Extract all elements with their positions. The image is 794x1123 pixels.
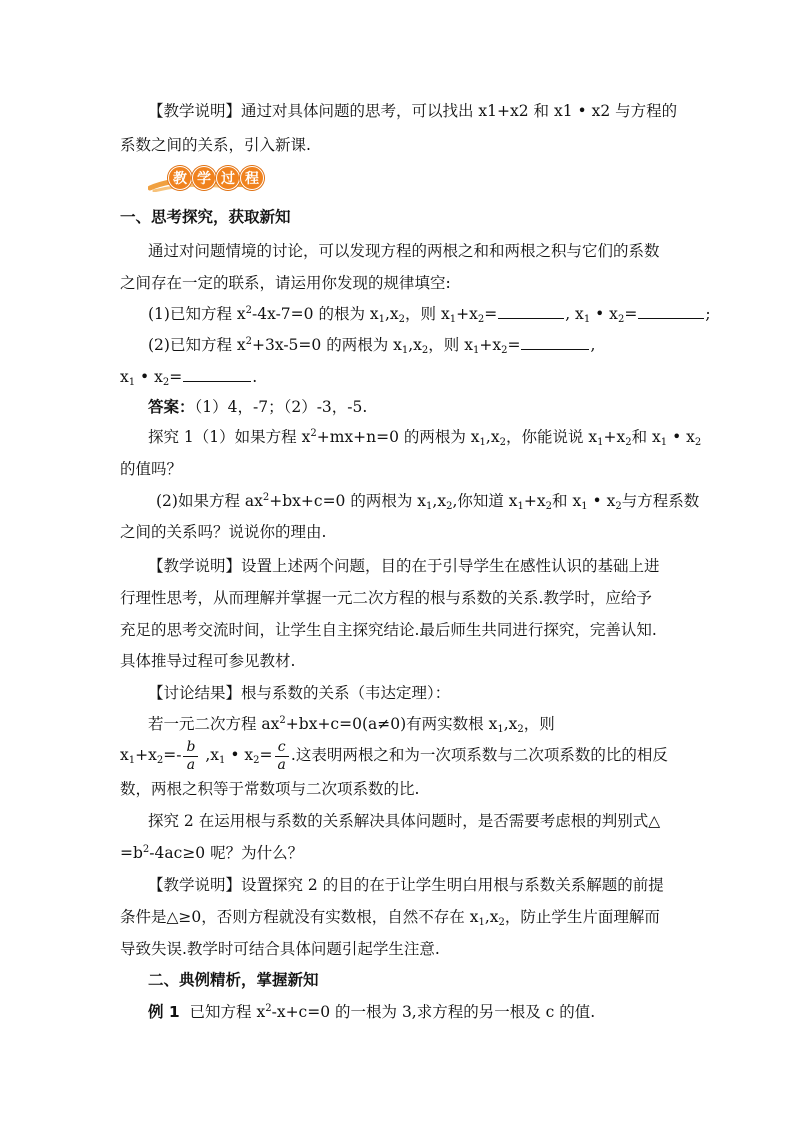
- explore-1b-line-1: (2)如果方程 $ax^2+bx+c=0$ 的两根为 $x_1,x_2$,你知道 $x_1+x_2$和 $x_1$ • $x_2$与方程系数: [156, 492, 700, 512]
- intro-line-2: 之间存在一定的联系，请运用你发现的规律填空:: [120, 274, 451, 292]
- section-badge: [148, 166, 258, 194]
- intro-line-1: 通过对问题情境的讨论，可以发现方程的两根之和和两根之积与它们的系数: [148, 242, 660, 260]
- question-1: (1)已知方程 $x^2-4x-7=0$ 的根为 $x_1,x_2$，则 $x_1+x_2=$ , $x_1$ • $x_2=$ ;: [148, 305, 711, 325]
- badge-char: 教: [168, 166, 192, 190]
- teaching-note-2-line-3: 充足的思考交流时间，让学生自主探究结论.最后师生共同进行探究，完善认知.: [120, 621, 657, 639]
- fraction-b-over-a: $\frac{b}{a}$: [183, 739, 198, 774]
- explore-1b-line-2: 之间的关系吗？说说你的理由.: [120, 523, 327, 541]
- teaching-note-2-line-4: 具体推导过程可参见教材.: [120, 652, 296, 670]
- section-heading-1: 一、思考探究，获取新知: [120, 208, 291, 226]
- answer-line: 答案：（1）4，-7；（2）-3，-5.: [148, 398, 368, 416]
- answer-blank[interactable]: [183, 367, 251, 382]
- badge-char: 学: [192, 166, 216, 190]
- discussion-result: 【讨论结果】根与系数的关系（韦达定理）：: [148, 684, 451, 702]
- vieta-line-2: $x_1+x_2=-$ $\frac{b}{a}$ $,x_1$ • $x_2=$ $\frac{c}{a}$ .这表明两根之和为一次项系数与二次项系数的比的相反: [120, 738, 668, 773]
- section-heading-2: 二、典例精析，掌握新知: [148, 971, 319, 989]
- answer-blank[interactable]: [498, 304, 564, 319]
- badge-char: 过: [216, 166, 240, 190]
- answer-blank[interactable]: [638, 304, 704, 319]
- teaching-note-1-line-2: 系数之间的关系，引入新课.: [120, 136, 311, 154]
- question-2: (2)已知方程 $x^2+3x-5=0$ 的两根为 $x_1,x_2$，则 $x_1+x_2=$ ,: [148, 336, 596, 356]
- teaching-note-2-line-1: 【教学说明】设置上述两个问题，目的在于引导学生在感性认识的基础上进: [148, 557, 660, 575]
- vieta-line-1: 若一元二次方程 $ax^2+bx+c=0(a\ne 0)$有两实数根 $x_1,x_2$，则: [148, 715, 555, 735]
- fraction-c-over-a: $\frac{c}{a}$: [275, 739, 289, 774]
- teaching-note-3-line-3: 导致失误.教学时可结合具体问题引起学生注意.: [120, 940, 440, 958]
- explore-2-line-1: 探究 2 在运用根与系数的关系解决具体问题时，是否需要考虑根的判别式△: [148, 812, 661, 830]
- badge-char: 程: [240, 166, 264, 190]
- explore-2-line-2: $=b^2-4ac\ge 0$ 呢？为什么？: [120, 844, 304, 862]
- question-2-continued: $x_1$ • $x_2=$ .: [120, 368, 258, 388]
- example-1: 例 1 已知方程 $x^2-x+c=0$ 的一根为 3,求方程的另一根及 c 的值.: [148, 1003, 596, 1021]
- vieta-line-3: 数，两根之积等于常数项与二次项系数的比.: [120, 780, 420, 798]
- answer-blank[interactable]: [521, 335, 589, 350]
- explore-1-line-1: 探究 1（1）如果方程 $x^2+mx+n=0$ 的两根为 $x_1,x_2$，你能说说 $x_1+x_2$和 $x_1$ • $x_2$: [148, 428, 702, 448]
- teaching-note-3-line-1: 【教学说明】设置探究 2 的目的在于让学生明白用根与系数关系解题的前提: [148, 876, 664, 894]
- teaching-note-2-line-2: 行理性思考，从而理解并掌握一元二次方程的根与系数的关系.教学时，应给予: [120, 589, 652, 607]
- teaching-note-3-line-2: 条件是△≥0，否则方程就没有实数根，自然不存在 $x_1,x_2$，防止学生片面理解而: [120, 908, 660, 928]
- teaching-note-1-line-1: 【教学说明】通过对具体问题的思考，可以找出 x1+x2 和 x1 • x2 与方程的: [148, 102, 678, 120]
- explore-1-line-2: 的值吗？: [120, 460, 183, 478]
